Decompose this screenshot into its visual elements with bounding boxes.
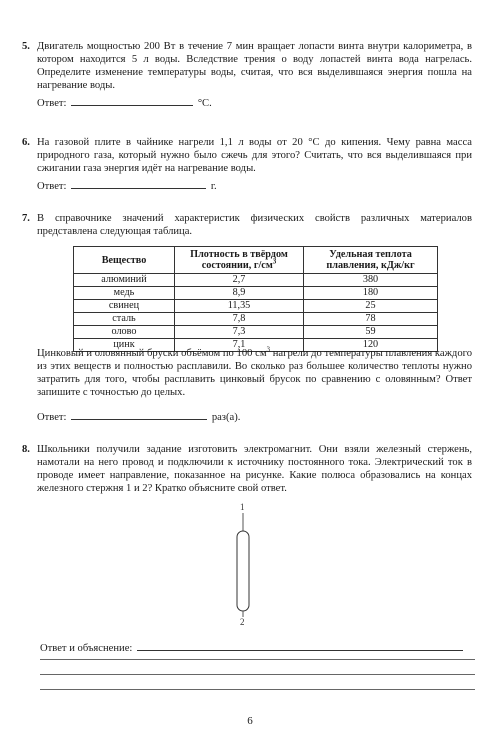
table-cell: алюминий <box>74 274 175 287</box>
table-row <box>74 300 438 313</box>
task-number: 7. <box>22 213 30 224</box>
properties-table <box>73 246 438 352</box>
electromagnet-figure <box>212 500 272 626</box>
answer-ruled-line[interactable] <box>40 674 475 675</box>
table-cell: 59 <box>304 326 438 339</box>
table-row <box>74 287 438 300</box>
table-row <box>74 326 438 339</box>
answer-line-task-5 <box>37 96 212 110</box>
table-cell: 380 <box>304 274 438 287</box>
rod-end-label-1: 1 <box>240 502 245 512</box>
answer-label: Ответ и объяснение: <box>40 643 133 654</box>
answer-ruled-line[interactable] <box>40 689 475 690</box>
answer-line-task-8 <box>40 641 465 655</box>
task-6 <box>22 136 472 175</box>
answer-line-task-6 <box>37 179 217 193</box>
table-row <box>74 313 438 326</box>
task-number: 6. <box>22 137 30 148</box>
answer-blank[interactable] <box>71 410 207 420</box>
task-text: Цинковый и оловянный бруски объёмом по 100 $см^3$ нагрели до температуры плавления каждого из этих веществ и полностью расплавили. Во сколько раз большее количество теплоты нужно затратить для того, чтобы расплавить цинковый брусок по сравнению с оловянным? Ответ запишите с точностью до целых. <box>37 345 472 398</box>
task-8 <box>22 443 472 495</box>
task-text: На газовой плите в чайнике нагрели 1,1 л воды от 20 °С до кипения. Чему равна масса природного газа, который нужно было сжечь для этого? Считать, что вся выделившаяся при сжигании газа энергия идёт на нагревание воды. <box>37 137 472 174</box>
answer-line-task-7 <box>37 410 240 424</box>
task-number: 8. <box>22 444 30 455</box>
task-text: Двигатель мощностью 200 Вт в течение 7 мин вращает лопасти винта внутри калориметра, в котором находится 5 л воды. Вследствие трения о воду лопастей винта вода нагрелась. Определите изменение температуры воды, считая, что вся выделившаяся энергия пошла на нагревание воды. <box>37 41 472 91</box>
table-row <box>74 274 438 287</box>
table-cell: медь <box>74 287 175 300</box>
task-7 <box>22 212 472 238</box>
task-text: Школьники получили задание изготовить электромагнит. Они взяли железный стержень, намотали на него провод и подключили к источнику постоянного тока. Электрический ток в проводе имеет направление, показанное на рисунке. Какие полюса образовались на концах железного стержня 1 и 2? Кратко объясните свой ответ. <box>37 444 472 494</box>
rod-end-label-2: 2 <box>240 617 245 626</box>
column-header: Плотность в твёрдом состоянии, $г/см^3$ <box>175 247 304 274</box>
answer-blank[interactable] <box>71 96 193 106</box>
answer-label: Ответ: <box>37 181 67 192</box>
table-cell: цинк <box>74 339 175 352</box>
answer-blank[interactable] <box>137 641 463 651</box>
task-text: В справочнике значений характеристик физических свойств различных материалов представлена следующая таблица. <box>37 213 472 237</box>
table-cell: сталь <box>74 313 175 326</box>
answer-label: Ответ: <box>37 412 67 423</box>
table-cell: 120 <box>304 339 438 352</box>
table-cell: 7,3 <box>175 326 304 339</box>
table-cell: 78 <box>304 313 438 326</box>
answer-unit: раз(а). <box>211 412 241 423</box>
task-7-continuation <box>22 347 472 399</box>
table-cell: олово <box>74 326 175 339</box>
answer-unit: г. <box>210 181 217 192</box>
table-cell: 180 <box>304 287 438 300</box>
table-cell: 11,35 <box>175 300 304 313</box>
table-cell: 7,8 <box>175 313 304 326</box>
table-header-row <box>74 247 438 274</box>
iron-rod <box>237 531 249 611</box>
task-5 <box>22 40 472 92</box>
column-header: Удельная теплота плавления, кДж/кг <box>304 247 438 274</box>
table-cell: 7,1 <box>175 339 304 352</box>
table-cell: 25 <box>304 300 438 313</box>
table-cell: 8,9 <box>175 287 304 300</box>
answer-ruled-line[interactable] <box>40 659 475 660</box>
answer-unit: °С. <box>197 98 212 109</box>
answer-blank[interactable] <box>71 179 206 189</box>
table-cell: 2,7 <box>175 274 304 287</box>
task-number: 5. <box>22 41 30 52</box>
column-header: Вещество <box>74 247 175 274</box>
table-cell: свинец <box>74 300 175 313</box>
page-number: 6 <box>247 715 253 727</box>
answer-label: Ответ: <box>37 98 67 109</box>
